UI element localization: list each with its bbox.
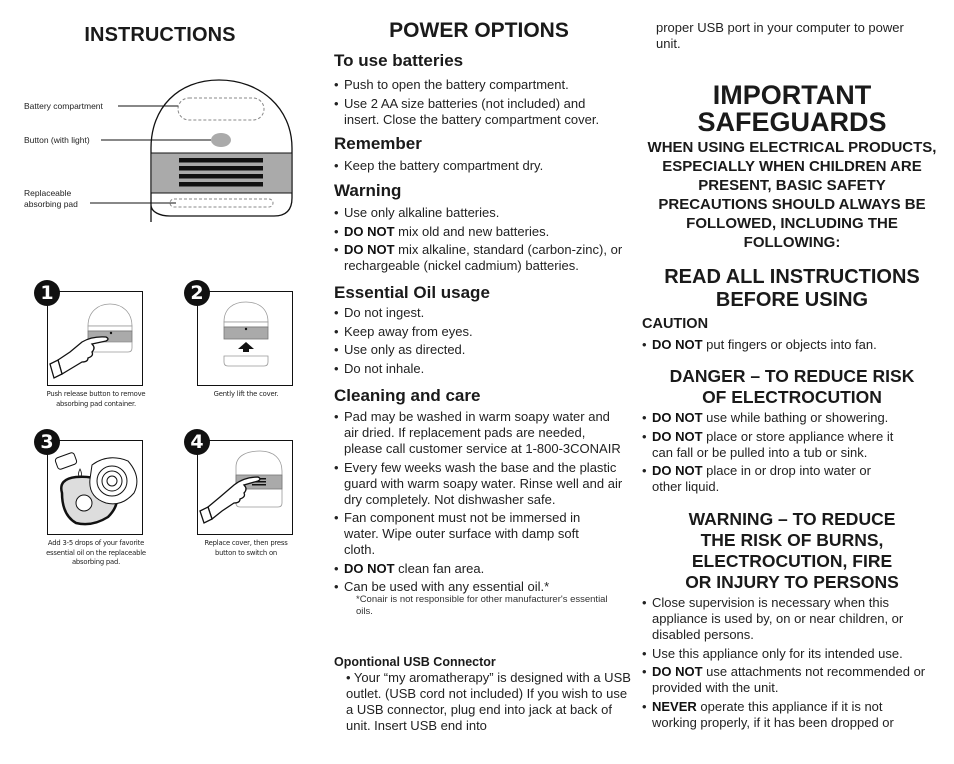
list-item: • Do not inhale. bbox=[334, 361, 624, 377]
list-item: • NEVER operate this appliance if it is not working properly, if it has been dropped or bbox=[642, 699, 927, 731]
step-4-caption: Replace cover, then press button to switch on bbox=[204, 539, 288, 557]
warning-burns-heading: WARNING – TO REDUCE THE RISK OF BURNS, ELECTROCUTION, FIRE OR INJURY TO PERSONS bbox=[685, 509, 899, 592]
callout-button-with-light: Button (with light) bbox=[24, 135, 90, 145]
cleaning-list bbox=[334, 409, 624, 621]
hand-pressing-power-button-icon bbox=[198, 441, 292, 534]
hand-pressing-release-button-icon bbox=[48, 292, 142, 385]
list-item: • Every few weeks wash the base and the plastic guard with warm soapy water. Rinse well and air dry completely. Not dishwasher safe. bbox=[334, 460, 624, 508]
caution-heading: CAUTION bbox=[642, 316, 709, 332]
list-item: • Keep the battery compartment dry. bbox=[334, 158, 624, 174]
list-item: • Use this appliance only for its intended use. bbox=[642, 646, 927, 662]
step-2-illustration bbox=[197, 291, 293, 386]
list-item: • DO NOT use attachments not recommended or provided with the unit. bbox=[642, 664, 927, 696]
callout-battery-compartment: Battery compartment bbox=[24, 101, 103, 111]
usb-connector-text-continued: proper USB port in your computer to power unit. bbox=[656, 20, 904, 51]
list-item: • Fan component must not be immersed in water. Wipe outer surface with damp soft cloth. bbox=[334, 510, 584, 558]
step-4-illustration bbox=[197, 440, 293, 535]
list-item: • Use 2 AA size batteries (not included) and insert. Close the battery compartment cover. bbox=[334, 96, 624, 128]
step-3-caption: Add 3-5 drops of your favorite essential oil on the replaceable absorbing pad. bbox=[46, 539, 146, 566]
batteries-list bbox=[334, 77, 624, 130]
step-1-illustration bbox=[47, 291, 143, 386]
step-2-caption: Gently lift the cover. bbox=[213, 390, 279, 398]
list-item: • DO NOT use while bathing or showering. bbox=[642, 410, 912, 426]
device-diagram bbox=[0, 70, 320, 230]
list-item: • DO NOT place in or drop into water or other liquid. bbox=[642, 463, 892, 495]
list-item: • DO NOT mix alkaline, standard (carbon-zinc), or rechargeable (nickel cadmium) batteries. bbox=[334, 242, 624, 274]
power-options-title: POWER OPTIONS bbox=[389, 19, 569, 42]
list-item: • Pad may be washed in warm soapy water and air dried. If replacement pads are needed, please call customer service at 1-800-3CONAIR bbox=[334, 409, 624, 457]
battery-warning-list bbox=[334, 205, 624, 277]
list-item: • Push to open the battery compartment. bbox=[334, 77, 624, 93]
caution-list bbox=[642, 337, 942, 356]
step-2-number-badge: 2 bbox=[184, 280, 210, 306]
danger-list bbox=[642, 410, 912, 498]
cleaning-heading: Cleaning and care bbox=[334, 386, 481, 405]
step-3-number-badge: 3 bbox=[34, 429, 60, 455]
safeguards-subtitle: WHEN USING ELECTRICAL PRODUCTS, ESPECIALLY WHEN CHILDREN ARE PRESENT, BASIC SAFETY PRECAUTIONS SHOULD ALWAYS BE FOLLOWED, INCLUDING THE FOLLOWING: bbox=[647, 139, 937, 251]
list-item: • DO NOT put fingers or objects into fan. bbox=[642, 337, 942, 353]
essential-oil-heading: Essential Oil usage bbox=[334, 283, 490, 302]
important-safeguards-title: IMPORTANT SAFEGUARDS bbox=[697, 80, 887, 137]
usb-connector-text: • Your “my aromatherapy” is designed with a USB outlet. (USB cord not included) If you wish to use a USB connector, plug end into jack at back of unit. Insert USB end into bbox=[346, 670, 631, 733]
callout-replaceable-pad: Replaceable absorbing pad bbox=[24, 188, 78, 209]
list-item: • Close supervision is necessary when this appliance is used by, on or near children, or disabled persons. bbox=[642, 595, 927, 643]
remember-list bbox=[334, 158, 624, 177]
lift-cover-icon bbox=[198, 292, 292, 385]
list-item: • Use only as directed. bbox=[334, 342, 624, 358]
instructions-title: INSTRUCTIONS bbox=[84, 24, 236, 46]
list-item: • Keep away from eyes. bbox=[334, 324, 624, 340]
list-item: • Do not ingest. bbox=[334, 305, 624, 321]
remember-heading: Remember bbox=[334, 134, 422, 153]
warning-heading: Warning bbox=[334, 181, 402, 200]
batteries-heading: To use batteries bbox=[334, 51, 464, 70]
add-oil-drops-to-pad-icon bbox=[48, 441, 142, 534]
list-item: • DO NOT place or store appliance where it can fall or be pulled into a tub or sink. bbox=[642, 429, 912, 461]
instructions-column bbox=[0, 0, 320, 764]
step-1-number-badge: 1 bbox=[34, 280, 60, 306]
list-item: • DO NOT mix old and new batteries. bbox=[334, 224, 624, 240]
usb-connector-heading: Opontional USB Connector bbox=[334, 655, 496, 669]
essential-oil-list bbox=[334, 305, 624, 379]
list-item: • Can be used with any essential oil.* *Conair is not responsible for other manufacturer's essential oils. bbox=[334, 579, 624, 618]
step-4-number-badge: 4 bbox=[184, 429, 210, 455]
step-1-caption: Push release button to remove absorbing pad container. bbox=[46, 390, 146, 408]
warning-burns-list bbox=[642, 595, 927, 733]
read-all-instructions-heading: READ ALL INSTRUCTIONS BEFORE USING bbox=[664, 266, 920, 311]
essential-oil-footnote: *Conair is not responsible for other manufacturer's essential oils. bbox=[356, 594, 608, 617]
danger-heading: DANGER – TO REDUCE RISK OF ELECTROCUTION bbox=[669, 366, 915, 407]
step-3-illustration bbox=[47, 440, 143, 535]
list-item: • Use only alkaline batteries. bbox=[334, 205, 624, 221]
list-item: • DO NOT clean fan area. bbox=[334, 561, 624, 577]
